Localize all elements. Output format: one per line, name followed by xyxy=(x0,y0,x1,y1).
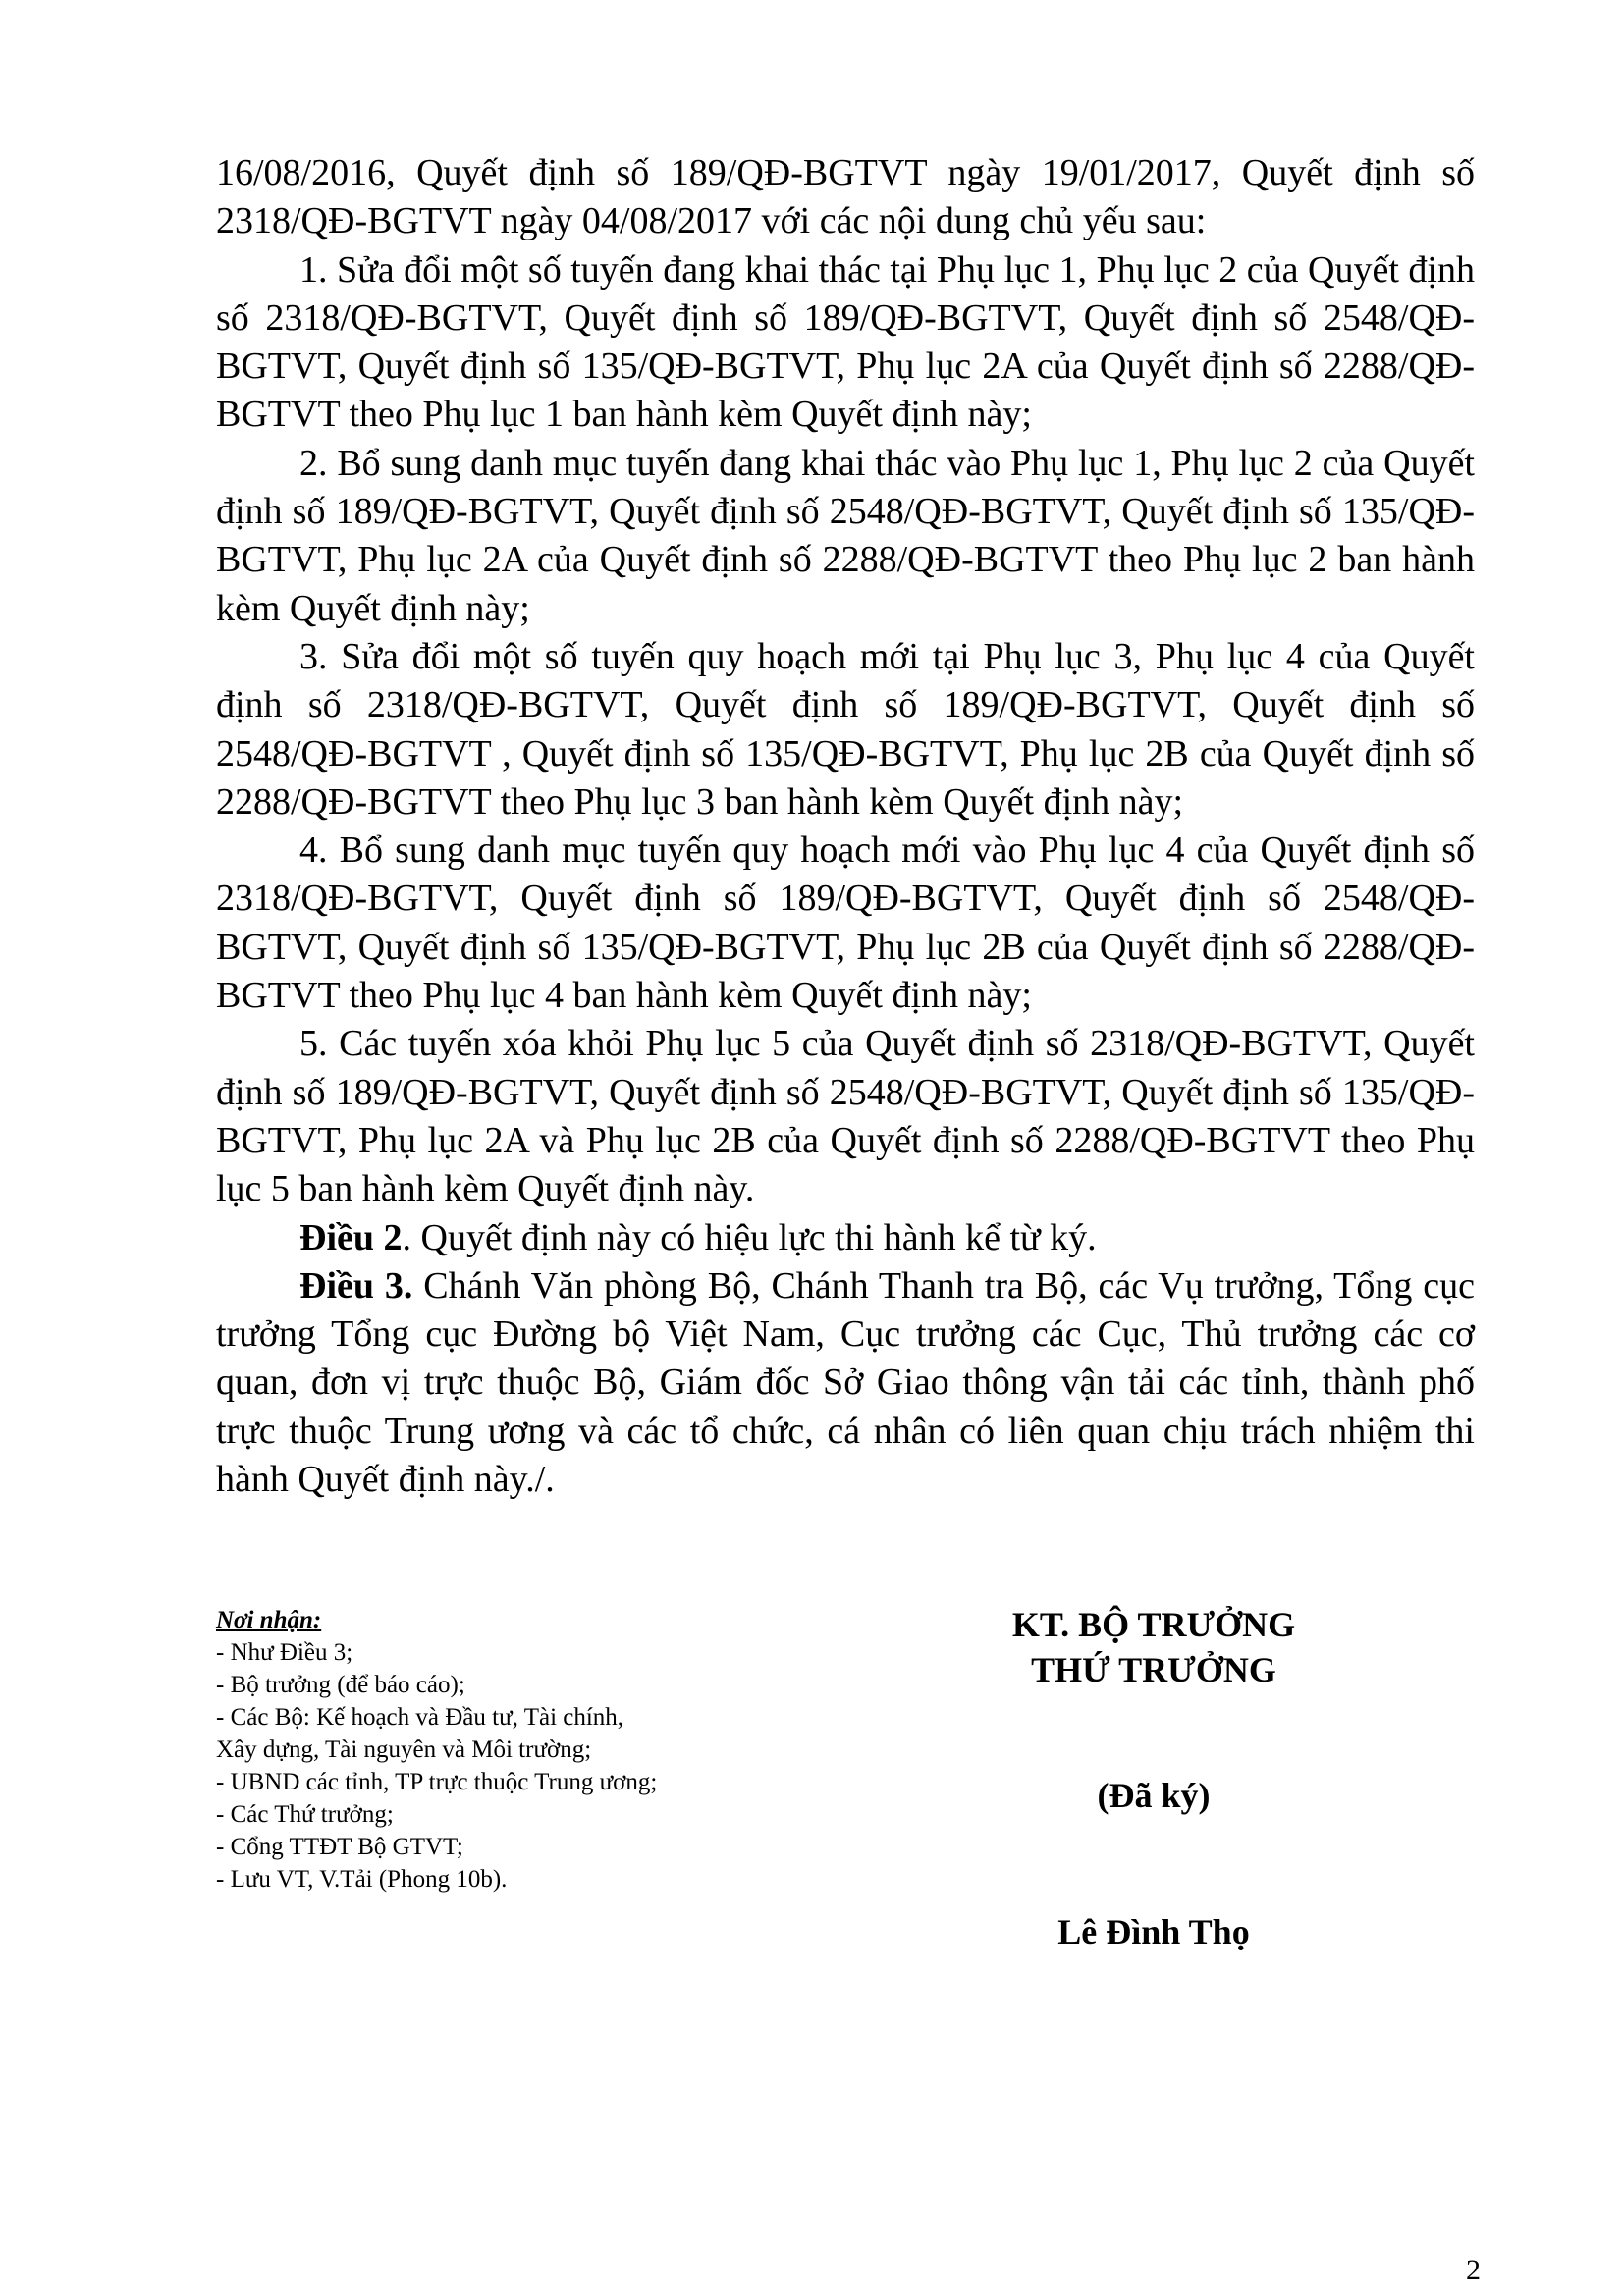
signer-name: Lê Đình Thọ xyxy=(1057,1912,1250,1951)
recipient-item: - Lưu VT, V.Tải (Phong 10b). xyxy=(216,1866,508,1893)
item-4: 4. Bổ sung danh mục tuyến quy hoạch mới vào Phụ lục 4 của Quyết định số 2318/QĐ-BGTVT, Quyết định số 189/QĐ-BGTVT, Quyết định số 2548/QĐ-BGTVT, Quyết định số 135/QĐ-BGTVT, Phụ lục 2B của Quyết định số 2288/QĐ-BGTVT theo Phụ lục 4 ban hành kèm Quyết định này; xyxy=(216,829,1475,1017)
recipient-item: - Như Điều 3; xyxy=(216,1639,353,1666)
signature-status: (Đã ký) xyxy=(1097,1776,1211,1815)
item-3: 3. Sửa đổi một số tuyến quy hoạch mới tại Phụ lục 3, Phụ lục 4 của Quyết định số 2318/QĐ-BGTVT, Quyết định số 189/QĐ-BGTVT, Quyết định số 2548/QĐ-BGTVT , Quyết định số 135/QĐ-BGTVT, Phụ lục 2B của Quyết định số 2288/QĐ-BGTVT theo Phụ lục 3 ban hành kèm Quyết định này; xyxy=(216,635,1475,823)
recipient-item: - Các Thứ trưởng; xyxy=(216,1801,394,1828)
article-3 xyxy=(216,1262,1475,1504)
article-2-label: Điều 2 xyxy=(299,1216,403,1258)
article-2 xyxy=(216,1214,1475,1262)
recipient-item: Xây dựng, Tài nguyên và Môi trường; xyxy=(216,1736,592,1763)
recipient-item: - Cổng TTĐT Bộ GTVT; xyxy=(216,1834,463,1860)
recipients-list xyxy=(216,1604,766,1896)
item-5: 5. Các tuyến xóa khỏi Phụ lục 5 của Quyết định số 2318/QĐ-BGTVT, Quyết định số 189/QĐ-BGTVT, Quyết định số 2548/QĐ-BGTVT, Quyết định số 135/QĐ-BGTVT, Phụ lục 2A và Phụ lục 2B của Quyết định số 2288/QĐ-BGTVT theo Phụ lục 5 ban hành kèm Quyết định này. xyxy=(216,1023,1475,1210)
signature-title xyxy=(918,1602,1389,1692)
item-2: 2. Bổ sung danh mục tuyến đang khai thác vào Phụ lục 1, Phụ lục 2 của Quyết định số 189/QĐ-BGTVT, Quyết định số 2548/QĐ-BGTVT, Quyết định số 135/QĐ-BGTVT, Phụ lục 2A của Quyết định số 2288/QĐ-BGTVT theo Phụ lục 2 ban hành kèm Quyết định này; xyxy=(216,442,1475,629)
item-1: 1. Sửa đổi một số tuyến đang khai thác tại Phụ lục 1, Phụ lục 2 của Quyết định số 2318/QĐ-BGTVT, Quyết định số 189/QĐ-BGTVT, Quyết định số 2548/QĐ-BGTVT, Quyết định số 135/QĐ-BGTVT, Phụ lục 2A của Quyết định số 2288/QĐ-BGTVT theo Phụ lục 1 ban hành kèm Quyết định này; xyxy=(216,248,1475,436)
signature-line-1: KT. BỘ TRƯỞNG xyxy=(1011,1605,1296,1644)
recipients-title: Nơi nhận: xyxy=(216,1607,322,1633)
page-number: 2 xyxy=(1466,2254,1481,2286)
intro-paragraph: 16/08/2016, Quyết định số 189/QĐ-BGTVT ngày 19/01/2017, Quyết định số 2318/QĐ-BGTVT ngày 04/08/2017 với các nội dung chủ yếu sau: xyxy=(216,152,1475,242)
signature-line-2: THỨ TRƯỞNG xyxy=(1031,1650,1276,1689)
recipient-item: - UBND các tỉnh, TP trực thuộc Trung ương; xyxy=(216,1769,658,1795)
recipient-item: - Các Bộ: Kế hoạch và Đầu tư, Tài chính, xyxy=(216,1704,624,1731)
article-3-label: Điều 3. xyxy=(299,1264,413,1307)
decision-body xyxy=(216,149,1475,1504)
article-3-text: Chánh Văn phòng Bộ, Chánh Thanh tra Bộ, các Vụ trưởng, Tổng cục trưởng Tổng cục Đường bộ Việt Nam, Cục trưởng các Cục, Thủ trưởng các cơ quan, đơn vị trực thuộc Bộ, Giám đốc Sở Giao thông vận tải các tỉnh, thành phố trực thuộc Trung ương và các tổ chức, cá nhân có liên quan chịu trách nhiệm thi hành Quyết định này./. xyxy=(216,1264,1476,1501)
recipient-item: - Bộ trưởng (để báo cáo); xyxy=(216,1672,465,1698)
article-2-text: . Quyết định này có hiệu lực thi hành kể từ ký. xyxy=(402,1216,1097,1258)
